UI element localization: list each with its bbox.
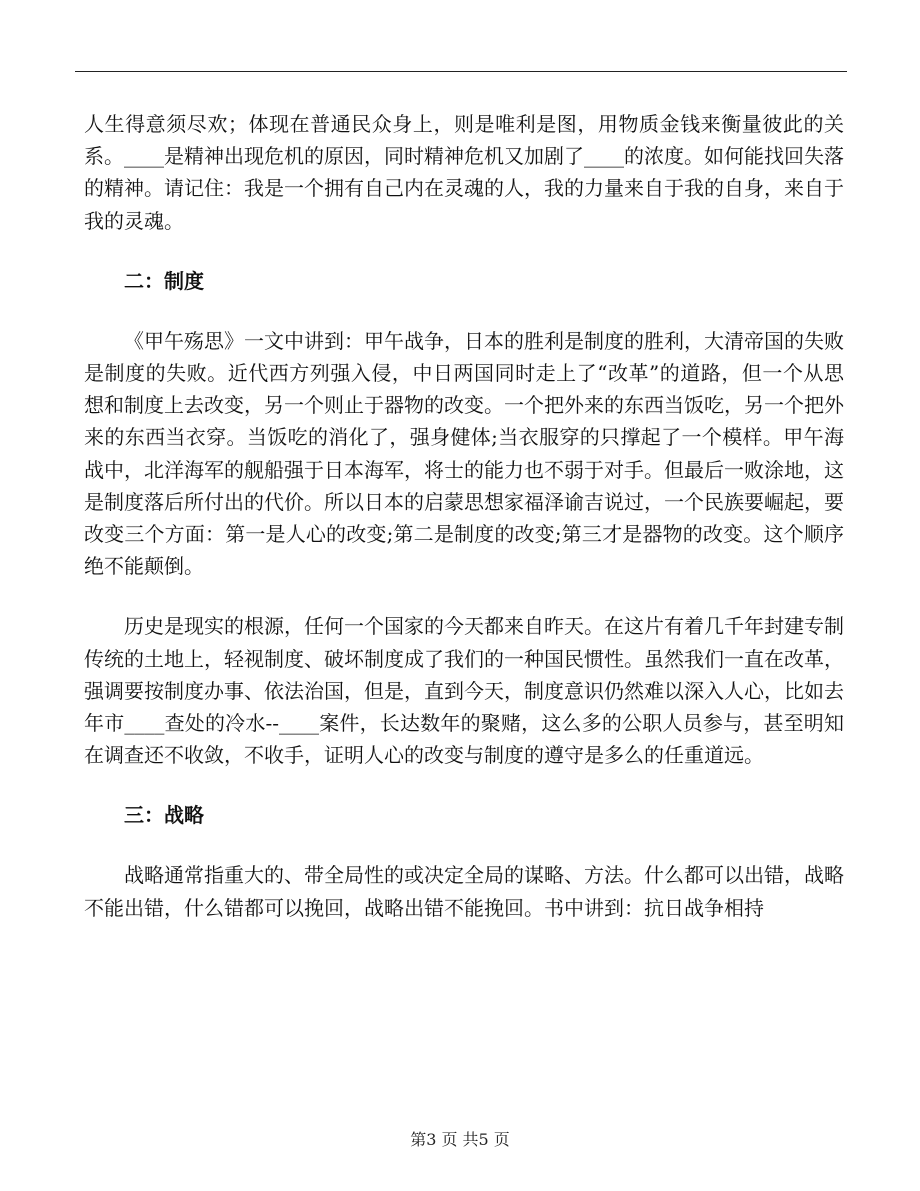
body-paragraph: 战略通常指重大的、带全局性的或决定全局的谋略、方法。什么都可以出错，战略不能出错，什么错都可以挽回，战略出错不能挽回。书中讲到：抗日战争相持 [84, 863, 844, 920]
section-heading-system: 二：制度 [124, 268, 204, 293]
body-paragraph: 《甲午殇思》一文中讲到：甲午战争，日本的胜利是制度的胜利，大清帝国的失败是制度的失败。近代西方列强入侵，中日两国同时走上了“改革”的道路，但一个从思想和制度上去改变，另一个则止于器物的改变。一个把外来的东西当饭吃，另一个把外来的东西当衣穿。当饭吃的消化了，强身健体;当衣服穿的只撑起了一个模样。甲午海战中，北洋海军的舰船强于日本海军，将士的能力也不弱于对手。但最后一败涂地，这是制度落后所付出的代价。所以日本的启蒙思想家福泽谕吉说过，一个民族要崛起，要改变三个方面：第一是人心的改变;第二是制度的改变;第三才是器物的改变。这个顺序绝不能颠倒。 [84, 328, 844, 579]
header-rule [75, 71, 847, 72]
body-paragraph: 历史是现实的根源，任何一个国家的今天都来自昨天。在这片有着几千年封建专制传统的土地上，轻视制度、破坏制度成了我们的一种国民惯性。虽然我们一直在改革，强调要按制度办事、依法治国，但是，直到今天，制度意识仍然难以深入人心，比如去年市____查处的冷水--____案件，长达数年的聚赌，这么多的公职人员参与，甚至明知在调查还不收敛，不收手，证明人心的改变与制度的遵守是多么的任重道远。 [84, 614, 844, 768]
page-number-footer: 第3 页 共5 页 [410, 1130, 510, 1149]
continuation-paragraph: 人生得意须尽欢；体现在普通民众身上，则是唯利是图，用物质金钱来衡量彼此的关系。____是精神出现危机的原因，同时精神危机又加剧了____的浓度。如何能找回失落的精神。请记住：我是一个拥有自己内在灵魂的人，我的力量来自于我的自身，来自于我的灵魂。 [84, 112, 844, 233]
section-heading-strategy: 三：战略 [124, 803, 204, 828]
document-body [84, 108, 844, 924]
